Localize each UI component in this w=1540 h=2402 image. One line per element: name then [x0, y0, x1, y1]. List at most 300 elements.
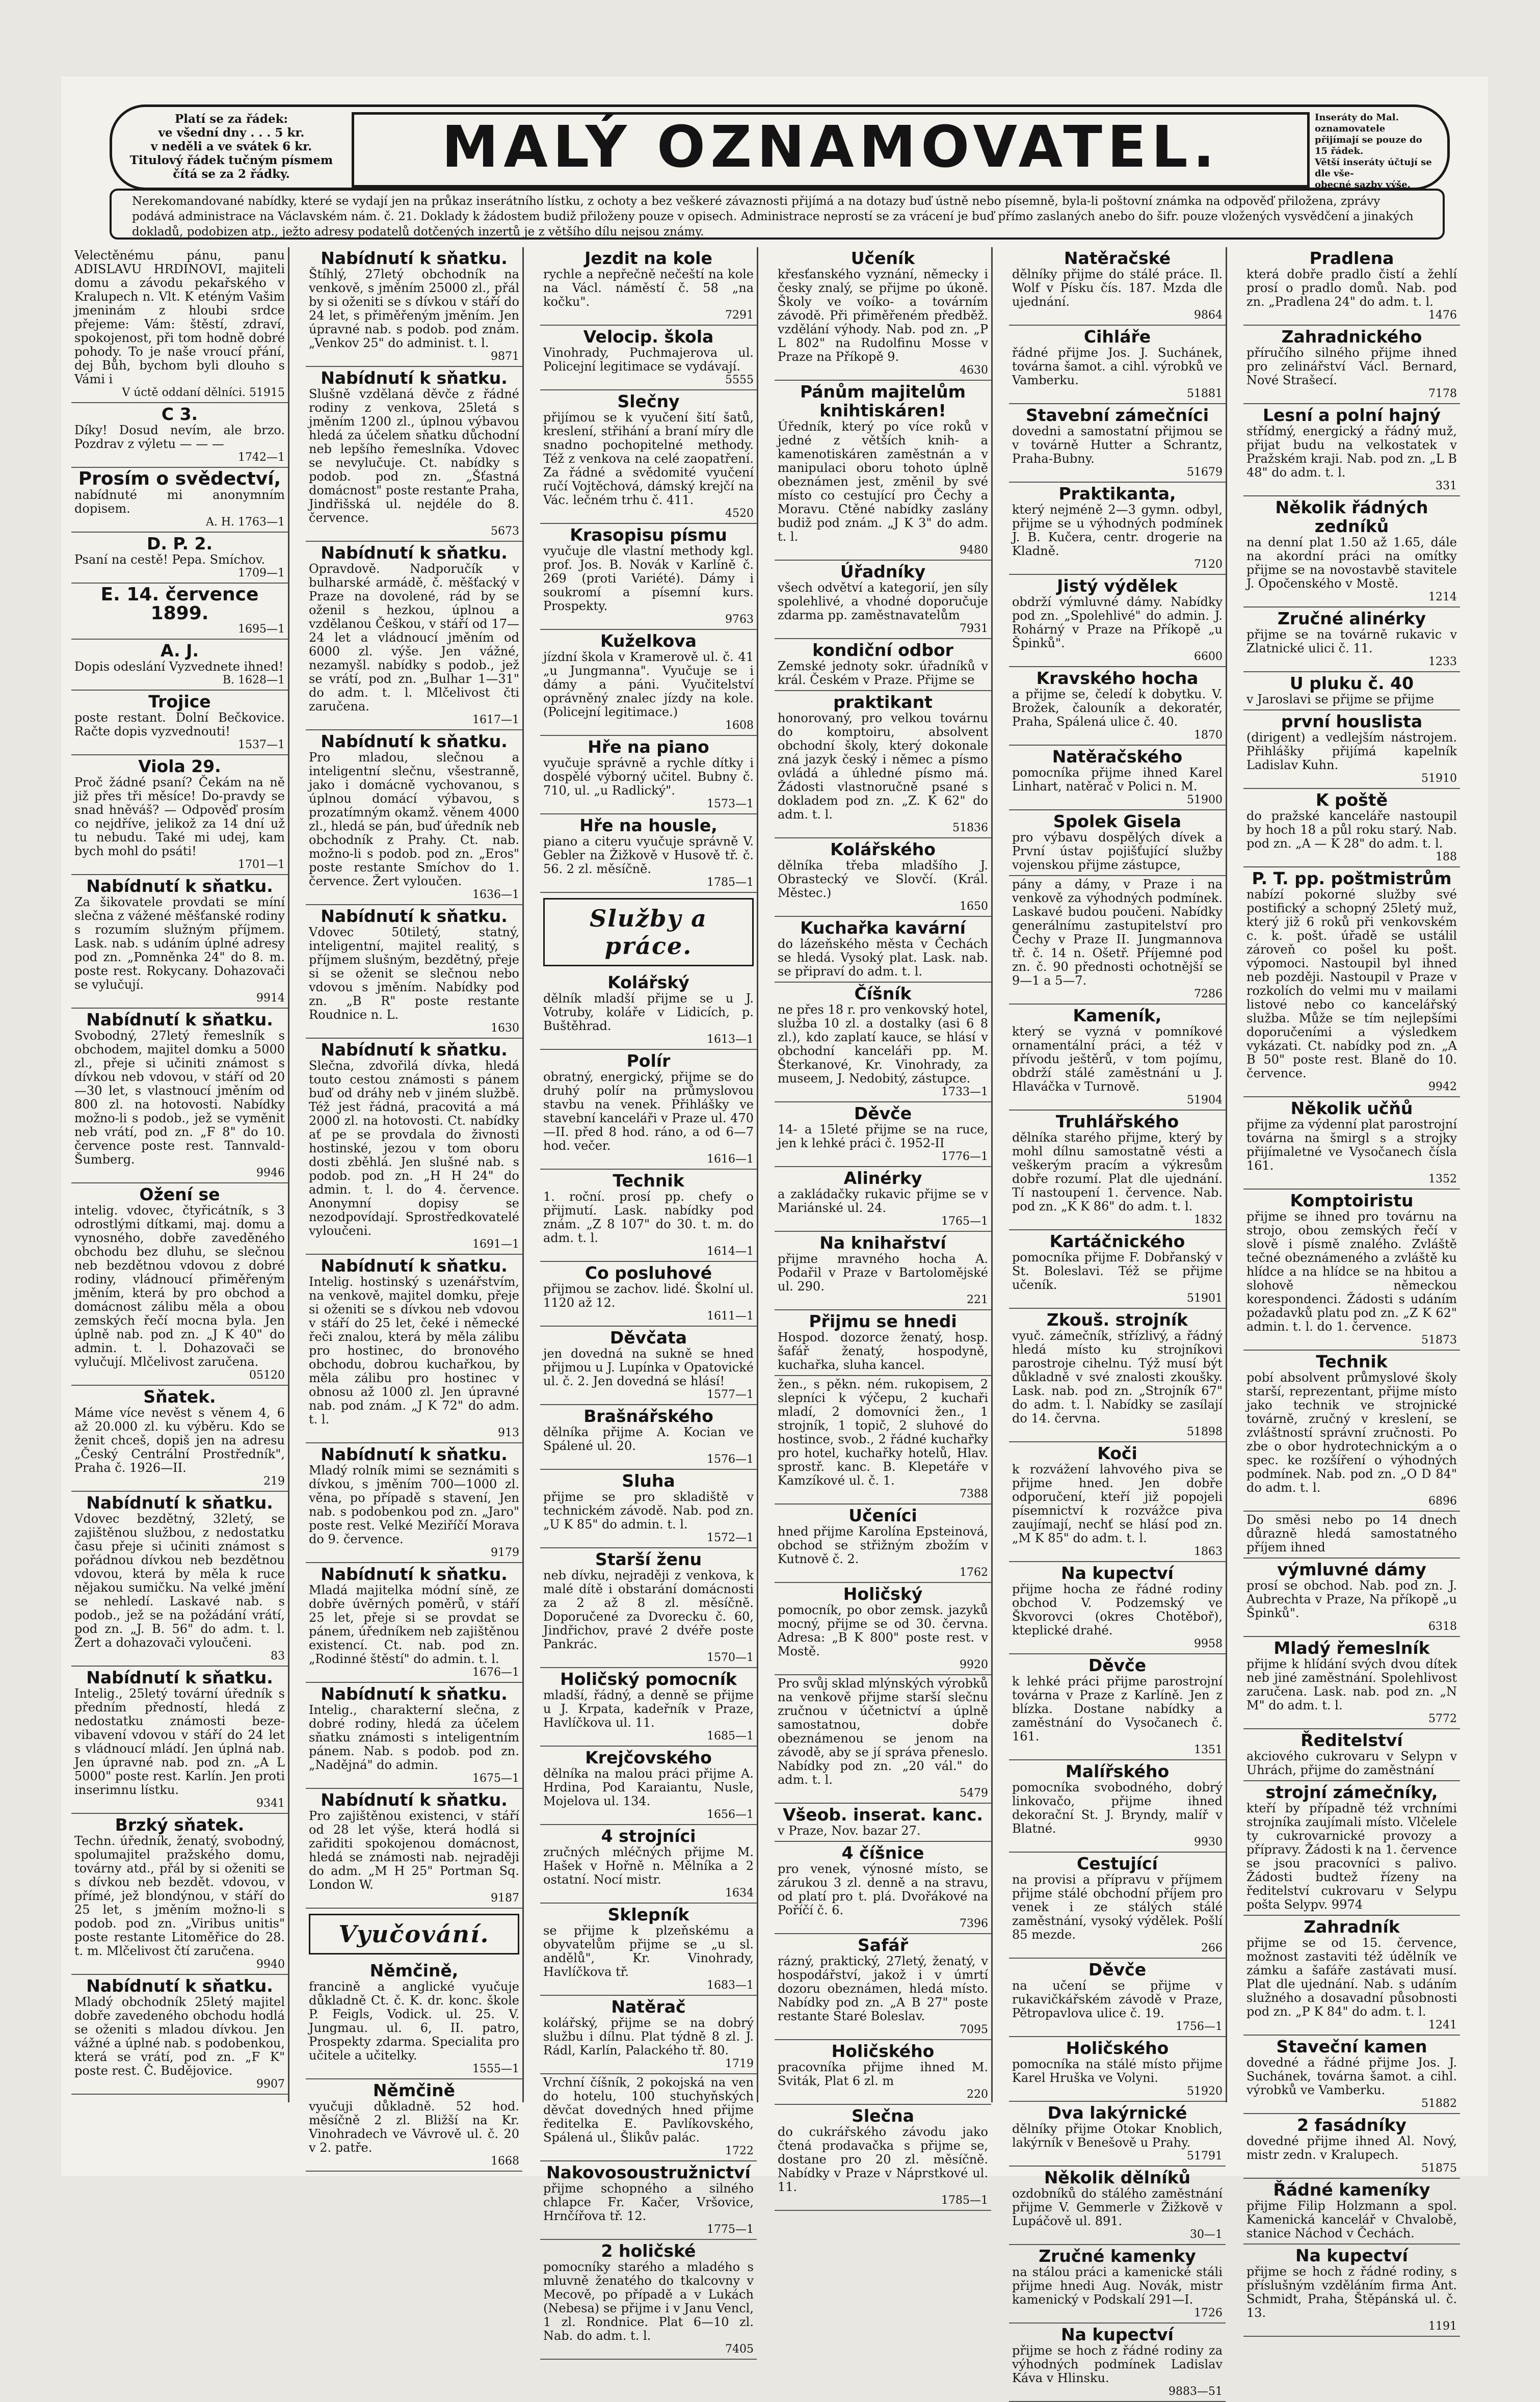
- ad-reference-number: 1775—1: [707, 2223, 754, 2236]
- classified-ad: [775, 691, 991, 838]
- classified-ad: [1243, 789, 1460, 867]
- ad-title: Zahradnického: [1281, 327, 1422, 347]
- classified-ad: [1009, 2167, 1226, 2245]
- ad-text: vyuč. zámečník, střízlivý, a řádný hledá místo ku strojníkovi parostroje cihelnu. Týž musí být důkladně v své znalosti zkoušky. Lask. nab. pod zn. „Strojník 67" do adm. t. l. Nabídky se zasílají do 14. června.: [1012, 1329, 1223, 1426]
- ad-text: na stálou práci a kamenické stáli přijme hnedi Aug. Novák, mistr kamenický v Podskalí 291—I.: [1012, 2265, 1223, 2307]
- ad-reference-number: 5673: [491, 525, 519, 538]
- ad-text: žen., s pěkn. ném. rukopisem, 2 slepníci k výčepu, 2 kuchaři mladí, 2 domovníci žen., 1 strojník, 1 topič, 2 sluhové do hostince, svob., 2 řádné kuchařky pro hotel, kuchařky hotelů, Hlav. sprostř. kanc. B. Klepetáře v Kamzíkové ul. č. 1.: [778, 1377, 988, 1488]
- ad-title: Několik řádných zedníků: [1275, 497, 1428, 536]
- ad-text: zručných mléčných přijme M. Hašek v Hořně n. Mělníka a 2 ostatní. Nocí mistr.: [543, 1845, 754, 1887]
- ad-title: Kravského hocha: [1036, 668, 1199, 688]
- ad-title: Technik: [1316, 1352, 1388, 1371]
- ad-text: do lázeňského města v Čechách se hledá. Vysoký plat. Lask. nab. se připraví do adm. t. l.: [778, 937, 988, 979]
- ad-title: Všeob. inserat. kanc.: [783, 1805, 983, 1825]
- classified-ad: [775, 983, 991, 1102]
- ad-title: Nabídnutí k sňatku.: [321, 1256, 508, 1276]
- ad-title: Kameník,: [1073, 1006, 1162, 1025]
- classified-ad: [775, 1583, 991, 1675]
- ad-title: Krejčovského: [585, 1748, 712, 1767]
- ad-text: Mladý rolník mimi se seznámiti s dívkou, s jměním 700—1000 zl. věna, po případě s stavení, Jen nab. s podobenkou pod zn. „Jaro" poste rest. Velké Meziříčí Morava do 9. července.: [309, 1463, 519, 1546]
- classified-ad: [1009, 1442, 1226, 1562]
- ad-reference-number: 7396: [960, 1917, 988, 1930]
- classified-ad: [71, 1975, 288, 2095]
- price-line: ve všední dny . . . 5 kr.: [158, 126, 305, 140]
- ad-reference-number: 1241: [1428, 2019, 1457, 2031]
- classified-ad: [1009, 575, 1226, 667]
- ad-text: Vrchní číšník, 2 pokojská na ven do hotelu, 100 stuchyňských děvčat dovedných hned přijme ředitelka E. Pavlíkovského, Spálená ul., Šlikův palác.: [543, 2075, 754, 2145]
- ad-text: Opravdově. Nadporučík v bulharské armádě, č. měšťacký v Praze na dovolené, rád by se oženil s hezkou, úplnou a vzdělanou Češkou, v stáří od 17—24 let a vládnoucí jměním od 6000 zl. výše. Jen vážné, nezamyšl. nabídky s podob., jež se vrátí, pod zn. „Bulhar 1—31" do adm. t. l. Mlčelivost čti zaručena.: [309, 562, 519, 714]
- ad-title: Slečny: [617, 391, 680, 411]
- ad-title: Hře na piano: [588, 737, 709, 757]
- ad-reference-number: 51920: [1187, 2085, 1223, 2098]
- ad-reference-number: 1608: [725, 719, 754, 732]
- ad-title: Truhlářského: [1055, 1112, 1179, 1131]
- ad-reference-number: 1476: [1428, 309, 1457, 322]
- ad-title: Alinérky: [843, 1168, 922, 1188]
- ad-title: Natěračské: [1064, 248, 1171, 268]
- ad-reference-number: 05120: [249, 1369, 285, 1382]
- ad-reference-number: 51836: [952, 822, 988, 834]
- ad-title: Jistý výdělek: [1057, 576, 1178, 596]
- section-banner: Vyučování.: [309, 1914, 519, 1955]
- classified-ad: [540, 326, 757, 390]
- ad-text: vyučuje dle vlastní methody kgl. prof. Jos. B. Novák v Karlíně č. 269 (proti Variété). Dámy i soukromí a písemní kurs. Prospekty.: [543, 544, 754, 613]
- classified-ad: [540, 1262, 757, 1327]
- price-line: Titulový řádek tučným písmem: [129, 153, 333, 167]
- classified-ad: [540, 736, 757, 814]
- ad-reference-number: 9480: [960, 544, 988, 557]
- ad-title: Kolářský: [607, 972, 689, 992]
- ad-text: pomocníky starého a mladého s mluvně ženatého do tkalcovny v Mecově, po případě a v Lukách (Nebesa) se přijme i v Janu Vencl, 1 zl. Rondnice. Plat 6—10 zl. Nab. do adm. t. l.: [543, 2260, 754, 2343]
- ad-text: dělníka třeba mladšího J. Obrastecký ve Slovčí. (Král. Městec.): [778, 858, 988, 900]
- classified-ad: [1009, 404, 1226, 483]
- ad-text: pomocník, po obor zemsk. jazyků mocný, přijme se od 30. června. Adresa: „B K 800" poste rest. v Mostě.: [778, 1603, 988, 1658]
- classified-ad: [775, 247, 991, 381]
- classified-ad: [540, 1904, 757, 1996]
- ad-reference-number: 7405: [725, 2343, 754, 2356]
- classified-ad: [71, 468, 288, 533]
- classified-ad: [1009, 483, 1226, 575]
- masthead-title: MALÝ OZNAMOVATEL.: [441, 114, 1220, 180]
- classified-ad: [306, 1789, 522, 1909]
- classified-ad: [540, 1050, 757, 1170]
- ad-text: v Jaroslavi se přijme se přijme: [1246, 692, 1434, 706]
- ad-reference-number: 9763: [725, 613, 754, 626]
- classified-ad: [1243, 1916, 1460, 2036]
- ad-text: akciového cukrovaru v Selypn v Uhrách, přijme do zaměstnání: [1246, 1749, 1457, 1777]
- classified-ad: [71, 640, 288, 691]
- classified-ad: [1009, 667, 1226, 746]
- ad-title: Starší ženu: [595, 1549, 702, 1569]
- classified-ad: [775, 838, 991, 917]
- ad-reference-number: 1191: [1428, 2320, 1457, 2333]
- ad-reference-number: 9179: [491, 1546, 519, 1559]
- ad-text: Intelig. hostinský s uzenářstvím, na venkově, majitel domku, přeje si oženiti se s dívkou neb vdovou v stáří do 25 let, čeké i německé řeči znalou, která by měla zálibu pro hostinec, do bronového obchodu, dobrou kuchařkou, by měla zálibu pro hostinec v obnosu až 1000 zl. Jen úpravné nab. pod znám. „J K 72" do adm. t. l.: [309, 1275, 519, 1427]
- ad-title: Holičského: [831, 2041, 935, 2061]
- ad-title: Němčině,: [369, 1961, 459, 1981]
- ad-title: Nabídnutí k sňatku.: [321, 906, 508, 926]
- ad-text: Svobodný, 27letý řemeslník s obchodem, majitel domku a 5000 zl., přeje si učiniti známost s dívkou neb vdovou, v stáří od 20—30 let, s vlastnoucí jměním od 800 zl. na hotovosti. Nabídky možno-li s podob., jež se vyměnit neb vrátí, pod zn. „F 8" do 10. července poste rest. Tannvald-Šumberg.: [74, 1028, 285, 1167]
- ad-title: Na kupectví: [1061, 2325, 1174, 2344]
- classified-ad: [540, 1470, 757, 1548]
- ad-title: Přijmu se hnedi: [809, 1311, 957, 1331]
- ad-text: který nejméně 2—3 gymn. odbyl, přijme se u výhodných podmínek J. B. Kučera, centr. drogerie na Kladně.: [1012, 503, 1223, 558]
- ad-title: Sňatek.: [143, 1387, 216, 1407]
- classified-ad: [1243, 672, 1460, 710]
- ad-reference-number: 1572—1: [707, 1532, 754, 1544]
- ad-text: Vinohrady, Puchmajerova ul. Policejní legitimace se vydávají.: [543, 346, 754, 374]
- classified-ad: [71, 584, 288, 640]
- ad-title: Holičského: [1066, 2038, 1169, 2058]
- ad-title: Nabídnutí k sňatku.: [321, 543, 508, 563]
- classified-ad: [775, 2105, 991, 2211]
- ad-reference-number: A. H. 1763—1: [205, 516, 285, 529]
- ad-title: Krasopisu písmu: [570, 525, 727, 545]
- classified-ad: [540, 2074, 757, 2161]
- ad-title: Nabídnutí k sňatku.: [321, 248, 508, 268]
- ad-title: Cihláře: [1083, 327, 1151, 347]
- ad-reference-number: 9871: [491, 350, 519, 363]
- classified-ad: [775, 1934, 991, 2040]
- ad-reference-number: 83: [271, 1650, 285, 1662]
- classified-ad: [306, 1563, 522, 1683]
- ad-text: Dopis odeslání Vyzvednete ihned!: [74, 659, 284, 674]
- ad-text: přijímou se k vyučení šití šatů, kreslení, střihání a braní míry dle snadno pochopitelné methody. Též z venkova na celé zaopatření. Za řádné a svědomité vyučení ručí Vojtěchová, dámský krejčí na Vác. lečném trhu č. 411.: [543, 410, 754, 507]
- ad-text: přijme hocha ze řádné rodiny obchod V. Podzemský ve Škvorovci (okres Chotěboř), kteplické drahé.: [1012, 1582, 1223, 1638]
- ad-reference-number: 1691—1: [472, 1238, 519, 1251]
- classified-ad: [71, 1386, 288, 1492]
- ad-reference-number: 1742—1: [238, 451, 285, 464]
- ad-reference-number: 51898: [1187, 1426, 1223, 1438]
- ad-reference-number: 1611—1: [707, 1310, 754, 1323]
- ad-title: P. T. pp. poštmistrům: [1252, 868, 1452, 888]
- ad-text: Mladá majitelka módní síně, ze dobře úvěrných poměrů, v stáří 25 let, přeje si se provdat se pánem, úředníkem neb zajištěnou existencí. Ct. nab. pod zn. „Rodinné štěstí" do admin. t. l.: [309, 1583, 519, 1666]
- ad-text: Máme více nevěst s věnem 4, 6 až 20.000 zl. ku výběru. Kdo se ženit chceš, dopiš jen na adresu „Český Centrální Prostředník", Praha č. 1926—II.: [74, 1406, 285, 1475]
- ad-text: přijme mravného hocha A. Podařil v Praze v Bartolomějské ul. 290.: [778, 1252, 988, 1294]
- ad-reference-number: 9187: [491, 1892, 519, 1905]
- classified-ad: [1243, 1512, 1460, 1559]
- ad-text: ozdobníků do stálého zaměstnání přijme V. Gemmerle v Žižkově v Lupáčově ul. 891.: [1012, 2186, 1223, 2228]
- ad-reference-number: 51875: [1421, 2162, 1457, 2175]
- ad-text: pány a dámy, v Praze i na venkově za výhodných podmínek. Laskavé budou poučeni. Nabídky generálnímu zastupitelství pro Čechy v Praze II. Jungmannova tř. č. 14 n. Ošetř. Příjemné pod zn. č. 90 přednosti ochotnější se 9—1 a 5—7.: [1012, 877, 1223, 988]
- ad-reference-number: 1555—1: [472, 2063, 519, 2075]
- ad-title: Kolářského: [830, 839, 936, 859]
- ad-title: Nabídnutí k sňatku.: [321, 1790, 508, 1810]
- ad-reference-number: 1650: [960, 900, 988, 913]
- ad-reference-number: 1701—1: [238, 858, 285, 871]
- classified-ad: [71, 691, 288, 755]
- classified-ad: [1243, 326, 1460, 404]
- ad-title: Hře na housle,: [579, 815, 718, 835]
- ad-text: na učení se přijme v rukavičkářském závodě v Praze, Pětropavlova ulice č. 19.: [1012, 1978, 1223, 2020]
- classified-ad: [775, 1842, 991, 1934]
- ad-text: kolářský, přijme se na dobrý službu i dílnu. Plat týdně 8 zl. J. Rádl, Karlín, Palackého tř. 80.: [543, 2016, 754, 2057]
- masthead: [352, 112, 1310, 188]
- classified-ad: [1009, 1005, 1226, 1111]
- classified-ad: [1009, 2037, 1226, 2102]
- ad-title: Na knihařství: [819, 1233, 946, 1253]
- ad-title: Děvče: [1088, 1960, 1147, 1979]
- classified-ad: [775, 561, 991, 639]
- ad-reference-number: 5772: [1428, 1712, 1457, 1725]
- ad-title: Děvče: [854, 1103, 912, 1123]
- classified-ad: [775, 1376, 991, 1504]
- ad-title: Nakovosoustružnictví: [546, 2162, 751, 2182]
- classified-ad: [775, 1804, 991, 1842]
- ad-title: Stavební zámečníci: [1025, 405, 1209, 425]
- section-banner: Služby a práce.: [543, 898, 754, 966]
- ad-title: Nabídnutí k sňatku.: [86, 1010, 273, 1030]
- ad-reference-number: 1785—1: [707, 876, 754, 889]
- ad-text: dělníky přijme do stálé práce. Il. Wolf v Písku čís. 187. Mzda dle ujednání.: [1012, 267, 1223, 309]
- ad-title: Staveční kamen: [1276, 2037, 1427, 2056]
- ad-text: dovedni a samostatní přijmou se v továrně Hutter a Schrantz, Praha-Bubny.: [1012, 424, 1223, 466]
- ad-reference-number: 1668: [491, 2155, 519, 2168]
- ad-text: ne přes 18 r. pro venkovský hotel, služba 10 zl. a dostalky (asi 6 8 zl.), kdo zaplatí kauce, se hlásí v obchodní kanceláři pp. M. Šterkanové, Kr. Vinohrady, za museem, J. Nedobitý, zástupce.: [778, 1002, 988, 1086]
- ad-reference-number: 1675—1: [472, 1772, 519, 1785]
- classified-ad: [540, 1996, 757, 2074]
- ad-text: přijme k hlídání svých dvou dítek neb jiné zaměstnání. Spolehlivost zaručena. Lask. nab. pod zn. „N M" do adm. t. l.: [1246, 1657, 1457, 1712]
- note-line: přijímají se pouze do 15 řádek.: [1315, 135, 1422, 156]
- ad-text: v Praze, Nov. bazar 27.: [778, 1824, 921, 1838]
- ad-title: Učeníci: [848, 1506, 917, 1525]
- classified-ad: [71, 1492, 288, 1667]
- ad-reference-number: 220: [967, 2088, 988, 2101]
- ad-title: Komptoiristu: [1290, 1191, 1414, 1210]
- ad-text: přijme schopného a silného chlapce Fr. Kačer, Vršovice, Hrnčířova tř. 12.: [543, 2181, 754, 2223]
- ad-text: Mladý obchodník 25letý majitel dobře zavedeného obchodu hodlá se oženiti s mladou dívkou. Jen vážné a úplné nab. s podobenkou, která se vrátí, pod zn. „F K" poste rest. Č. Budějovice.: [74, 1995, 285, 2078]
- ad-text: který se vyzná v pomníkové ornamentální práci, a též v přívodu ještěrů, v tom pojímu, obdrží stálé zaměstnání u J. Hlaváčka v Turnově.: [1012, 1024, 1223, 1094]
- ad-reference-number: 5479: [960, 1787, 988, 1800]
- classified-ad: [71, 1009, 288, 1183]
- ad-reference-number: 9341: [256, 1797, 285, 1810]
- ad-title: Zahradník: [1304, 1917, 1400, 1937]
- ad-text: Pro mladou, slečnou a inteligentní slečnu, všestranně, jako i domácně vychovanou, s úplnou domácí výbavou, s prozatímným okamž. věnem 4000 zl., hledá se pán, buď úředník neb obchodník z Prahy. Ct. nab. možno-li s podob. pod zn. „Eros" poste restante Smíchov do 1. července. Žert vyloučen.: [309, 750, 520, 888]
- classified-ad: [1243, 867, 1460, 1097]
- ad-reference-number: 1656—1: [707, 1808, 754, 1821]
- ad-text: všech odvětví a kategorií, jen síly spolehlivé, a vhodné doporučuje zdarma pp. zaměstnavatelům: [778, 580, 988, 622]
- ad-reference-number: 1634: [725, 1887, 754, 1899]
- classified-ad: [1243, 1097, 1460, 1190]
- classified-ad: [71, 403, 288, 468]
- ad-text: dělníka na malou práci přijme A. Hrdina, Pod Karaiantu, Nusle, Mojelova ul. 134.: [543, 1766, 754, 1808]
- ad-reference-number: 1630: [491, 1022, 519, 1035]
- classified-ad: [306, 1039, 522, 1255]
- classified-ad: [306, 1255, 522, 1443]
- column-6: [1243, 247, 1460, 2333]
- classified-ad: [1009, 1562, 1226, 1654]
- classified-ad: [1243, 1637, 1460, 1729]
- ad-title: D. P. 2.: [146, 534, 213, 553]
- classified-ad: [1009, 1654, 1226, 1760]
- ad-text: dovedné a řádné přijme Jos. J. Suchánek, továrna šamot. a cihl. výrobků ve Vamberku.: [1246, 2055, 1457, 2097]
- classified-ad: [71, 875, 288, 1009]
- ad-text: vyučuje správně a rychle dítky i dospělé výborný učitel. Bubny č. 710, ul. „u Radlický".: [543, 756, 754, 798]
- classified-ad: [306, 905, 522, 1039]
- classified-ad: [775, 1504, 991, 1583]
- ad-reference-number: 7388: [960, 1488, 988, 1500]
- ad-text: k lehké práci přijme parostrojní továrna v Praze z Karlíně. Jen z blízka. Dostane nabídky a zaměstnání do Vysočanech č. 161.: [1012, 1674, 1223, 1744]
- classified-ad: [540, 2240, 757, 2360]
- ad-text: obdrží výmluvné dámy. Nabídky pod zn. „Spolehlivé" do admin. J. Rohárný v Praze na Příkopě „u Špinků".: [1012, 595, 1223, 650]
- ad-text: hned přijme Karolína Epsteinová, obchod se střižným zbožím v Kutnově č. 2.: [778, 1524, 988, 1566]
- ad-title: Prosím o svědectví,: [78, 468, 281, 489]
- ad-text: a zakládačky rukavic přijme se v Mariánské ul. 24.: [778, 1187, 988, 1215]
- ad-reference-number: 9940: [256, 1958, 285, 1971]
- ad-title: 2 holičské: [601, 2241, 696, 2261]
- ad-reference-number: 51900: [1187, 794, 1223, 806]
- administration-notice: Nerekomandované nabídky, které se vydají jen na průkaz inserátního lístku, z ochoty a bez veškeré závaznosti přijímá a na dotazy buď ústně nebo písemně, byla-li poštovní známka na odpověď přiložena, zprávy podává administrace na Václavském nám. č. 21. Doklady k žádostem budiž přiloženy pouze v opisech. Administrace neprostí se za vrácení je buď přímo zaslaných anebo do šifr. pouze vložených vysvědčení a jinakých dokladů, podobizen atp., ježto adresy podatelů dotčených inzertů je z většího dílu nejsou známy.: [110, 189, 1445, 240]
- ad-title: Nabídnutí k sňatku.: [86, 1493, 273, 1513]
- ad-reference-number: 1709—1: [238, 567, 285, 579]
- column-5: [1009, 247, 1227, 2398]
- ad-reference-number: 51901: [1187, 1292, 1223, 1305]
- ad-text: pomocníka přijme F. Dobřanský v St. Boleslavi. Též se přijme učeník.: [1012, 1250, 1223, 1292]
- classified-ad: [1009, 1959, 1226, 2037]
- ad-reference-number: 913: [498, 1427, 519, 1439]
- ad-text: Štíhlý, 27letý obchodník na venkově, s jměním 25000 zl., přál by si oženiti se s dívkou v stáří do 24 let, s přiměřeným jměním. Jen úpravné nab. s podob. pod znám. „Venkov 25" do administ. t. l.: [309, 267, 519, 350]
- ad-reference-number: 51791: [1187, 2150, 1223, 2162]
- ad-reference-number: 51873: [1421, 1334, 1457, 1347]
- price-line: Platí se za řádek:: [174, 112, 288, 126]
- ad-reference-number: 1683—1: [707, 1979, 754, 1992]
- ad-reference-number: 1863: [1194, 1545, 1223, 1558]
- ad-title: C 3.: [161, 404, 198, 424]
- ad-title: kondiční odbor: [812, 640, 953, 660]
- ad-text: pro venek, výnosné místo, se zárukou 3 zl. denně a na stravu, od platí pro t. plá. Dvořákové na Poříčí č. 6.: [778, 1862, 988, 1917]
- ad-text: honorovaný, pro velkou továrnu do komptoiru, absolvent obchodní školy, který dokonale zná jazyk český i němec a písmo ovládá a úhledné písmo má. Žádosti vlastnoručně psané s dokladem pod zn. „Z. K 62" do adm. t. l.: [778, 711, 988, 822]
- classified-ad: [306, 1960, 522, 2079]
- ad-text: pobí absolvent průmyslové školy starší, reprezentant, přijme místo jako technik ve strojnické továrně, zručný v kreslení, se zvláštností správní zručnosti. Po zbe o obor hydrotechnickým a o spec. ke rozšíření o výhodných podmínek. Nab. pod zn. „O D 84" do adm. t. l.: [1246, 1370, 1457, 1495]
- ad-reference-number: 1785—1: [941, 2194, 988, 2207]
- ad-text: rázný, praktický, 27letý, ženatý, v hospodářství, jakož i v úmrtí dozoru obeznámen, hledá místo. Nabídky pod zn. „A B 27" poste restante Staré Boleslav.: [778, 1954, 988, 2023]
- ad-text: Za šikovatele provdati se míní slečna z vážené měšťanské rodiny s rozumím služným příjmem. Lask. nab. s udáním úplné adresy pod zn. „Pomněnka 24" do 8. m. poste rest. Rokycany. Dohazovači se vylučují.: [74, 895, 285, 992]
- classified-ad: [1009, 1309, 1226, 1442]
- ad-text: Do směsi nebo po 14 dnech důrazně hledá samostatného příjem ihned: [1246, 1513, 1457, 1554]
- ad-reference-number: 1722: [725, 2145, 754, 2157]
- ad-title: Viola 29.: [138, 756, 221, 776]
- ad-text: Proč žádné psaní? Čekám na ně již přes tři měsíce! Do-pravdy se snad hněváš? — Odpověď prosím co nejdříve, jelikož za 14 dní už tu nebudu. Také mi udej, kam bych mohl do psáti!: [74, 775, 285, 858]
- ad-text: nabídnuté mi anonymním dopisem.: [74, 488, 285, 516]
- ad-text: přijme se hoch z řádné rodiny, s příslušným vzděláním firma Ant. Schmidt, Praha, Štěpánská ul. č. 13.: [1246, 2264, 1457, 2320]
- ad-title: Polír: [626, 1051, 671, 1071]
- ad-text: Vdovec bezdětný, 32letý, se zajištěnou službou, z nedostatku času přeje si učiniti známost s pořádnou dívkou neb bezdětnou vdovou, která by měla k ruce nějakou sumičku. Na velké jmění se nehledí. Laskavé nab. s podob., jež se na požádání vrátí, pod zn. „J. B. 56" do adm. t. l. Žert a dohazovači vyloučeni.: [74, 1512, 285, 1650]
- classified-ad: [540, 390, 757, 524]
- classified-ad: [1009, 1111, 1226, 1230]
- note-line: Inseráty do Mal. oznamovatele: [1315, 112, 1399, 134]
- classified-ad: [306, 542, 522, 730]
- ad-text: piano a citeru vyučuje správně V. Gebler na Žižkově v Husově tř. č. 56. 2 zl. měsíčně.: [543, 834, 754, 876]
- ad-title: Zručné alinérky: [1277, 609, 1426, 628]
- ad-text: rychle a nepřečně nečeští na kole na Václ. náměstí č. 58 „na kočku".: [543, 267, 754, 309]
- ad-title: Zkouš. strojník: [1046, 1310, 1188, 1330]
- column-3: [540, 247, 758, 2356]
- ad-title: Sluha: [622, 1471, 675, 1491]
- classified-ad: [306, 247, 522, 367]
- classified-ad: [540, 1747, 757, 1825]
- price-list: [124, 112, 338, 182]
- ad-reference-number: 9883—51: [1169, 2385, 1223, 2398]
- ad-title: Velocip. škola: [583, 327, 714, 347]
- ad-title: Kuchařka kavární: [800, 918, 966, 938]
- ad-title: A. J.: [161, 641, 199, 661]
- classified-ad: [71, 755, 288, 875]
- classified-ad: [306, 367, 522, 542]
- ad-reference-number: 1617—1: [472, 714, 519, 726]
- ad-reference-number: 9920: [960, 1658, 988, 1671]
- ad-text: Pro zajištěnou existenci, v stáří od 28 let výše, která hodlá si zařiditi spokojenou domácnost, hledá se známosti nab. nejraději do adm. „M H 25" Portman Sq. London W.: [309, 1809, 519, 1892]
- ad-title: Ředitelství: [1300, 1730, 1403, 1750]
- ad-text: vyučuji důkladně. 52 hod. měsíčně 2 zl. Bližší na Kr. Vinohradech ve Vávrově ul. č. 20 v 2. patře.: [309, 2099, 519, 2155]
- ad-text: pro výbavu dospělých dívek a První ústav pojišťující služby vojenskou přijme zástupce,: [1012, 830, 1223, 872]
- ad-text: pomocníka na stálé místo přijme Karel Hruška ve Volyni.: [1012, 2057, 1223, 2085]
- ad-reference-number: 6600: [1194, 650, 1223, 663]
- ad-title: Na kupectví: [1061, 1563, 1174, 1583]
- classified-ad: [1009, 2324, 1226, 2402]
- classified-ad: [1243, 2179, 1460, 2245]
- ad-text: přijme se ihned pro továrnu na strojo, obou zemských řečí v slově i písmě znalého. Zvláště tečné obeznámeného a zvláště ku hlídce a na hlídce se na hbitou a slohově německou korespondenci. Žádosti s udáním požadavků platu pod zn. „Z K 62" admin. t. l. do 1. července.: [1246, 1209, 1457, 1334]
- ad-title: Řádné kameníky: [1273, 2180, 1430, 2200]
- classified-ad: [540, 524, 757, 630]
- ad-text: 1. roční. prosí pp. chefy o přijmutí. Lask. nabídky pod znám. „Z 8 107" do 30. t. m. do adm. t. l.: [543, 1190, 754, 1245]
- ad-text: dovedné přijme ihned Al. Nový, mistr zedn. v Kralupech.: [1246, 2134, 1457, 2162]
- ad-text: Díky! Dosud nevím, ale brzo. Pozdrav z výletu — — —: [74, 423, 285, 451]
- ad-text: přijme za výdenní plat parostrojní továrna na šmirgl s a strojky přijímaletné ve Vysočanech čísla 161.: [1246, 1117, 1457, 1173]
- ad-title: Safář: [858, 1935, 908, 1955]
- ad-title: Trojice: [148, 692, 211, 711]
- price-line: čítá se za 2 řádky.: [173, 167, 290, 181]
- classified-ad: [1243, 1351, 1460, 1512]
- classified-ad: [540, 814, 757, 893]
- classified-ad: [540, 630, 757, 736]
- ad-title: Několik dělníků: [1044, 2168, 1191, 2187]
- ad-reference-number: 7286: [1194, 988, 1223, 1000]
- ad-title: Natěrač: [611, 1997, 686, 2017]
- ad-reference-number: 9930: [1194, 1836, 1223, 1849]
- ad-reference-number: 7120: [1194, 558, 1223, 571]
- ad-text: dělník mladší přijme se u J. Votruby, koláře v Lidicích, p. Buštěhrad.: [543, 991, 754, 1033]
- ad-text: na denní plat 1.50 až 1.65, dále na akordní práci na omítky přijme se na novostavbě stavitele J. Opočenského v Mostě.: [1246, 535, 1457, 591]
- ad-text: intelig. vdovec, čtyřicátník, s 3 odrostlými dítkami, maj. domu a vynosného, dobře zaveděného obchodu bez dluhu, se slečnou neb bezdětnou vdovou z dobré rodiny, vládnoucí přiměřeným jměním, která by pro obchod a domácnost zálibu měla a obou zemských řečí mocna byla. Jen úplně nab. pod zn. „J K 40" do admin. t. l. Dohazovači se vylučují. Mlčelivost zaručena.: [74, 1203, 285, 1369]
- classified-ad: [71, 1183, 288, 1386]
- ad-reference-number: 1613—1: [707, 1033, 754, 1046]
- classified-ad: [540, 1170, 757, 1262]
- ad-text: střídmý, energický a řádný muž, přijat budu na velkostatek v Pražském kraji. Nab. pod zn. „L B 48" do adm. t. l.: [1246, 424, 1457, 480]
- ad-title: Brzký sňatek.: [115, 1815, 245, 1835]
- ad-text: přijmou se zachov. lidé. Školní ul. 1120 až 12.: [543, 1282, 754, 1310]
- ad-reference-number: 1870: [1194, 729, 1223, 742]
- ad-text: pracovníka přijme ihned M. Sviták, Plat 6 zl. m: [778, 2060, 988, 2088]
- classified-ad: [775, 917, 991, 983]
- classified-ad: [306, 2079, 522, 2172]
- ad-title: první houslista: [1281, 711, 1423, 731]
- ad-reference-number: 7931: [960, 622, 988, 635]
- classified-ad: [71, 533, 288, 584]
- ad-title: Nabídnutí k sňatku.: [321, 1444, 508, 1464]
- ad-reference-number: 51904: [1187, 1094, 1223, 1106]
- ad-reference-number: 1676—1: [472, 1666, 519, 1679]
- ad-reference-number: 51910: [1421, 772, 1457, 785]
- ad-text: příručího silného přijme ihned pro zelinářství Václ. Bernard, Nové Strašecí.: [1246, 346, 1457, 387]
- ad-text: na provisi a přípravu v příjmem přijme stálé obchodní příjem pro venek i ze stálých stálé zaměstnání, vysoký výdělek. Pošlí 85 mezde.: [1012, 1872, 1223, 1942]
- ad-reference-number: 1719: [725, 2057, 754, 2070]
- classified-ad: [1243, 247, 1460, 326]
- ad-text: křesťanského vyznání, německy i česky znalý, se přijme po úkoně. Školy ve voíko- a továrním závodě. Při přiměřeném předběž. vzdělání výhody. Nab. pod zn. „P L 802" na Rudolfinu Mosse v Praze na Příkopě 9.: [778, 267, 988, 364]
- ad-text: dělníky přijme Otokar Knoblich, lakýrník v Benešově u Prahy.: [1012, 2122, 1223, 2150]
- ad-title: Dva lakýrnické: [1047, 2103, 1187, 2123]
- ad-reference-number: 1570—1: [707, 1651, 754, 1664]
- ad-reference-number: 1233: [1428, 655, 1457, 668]
